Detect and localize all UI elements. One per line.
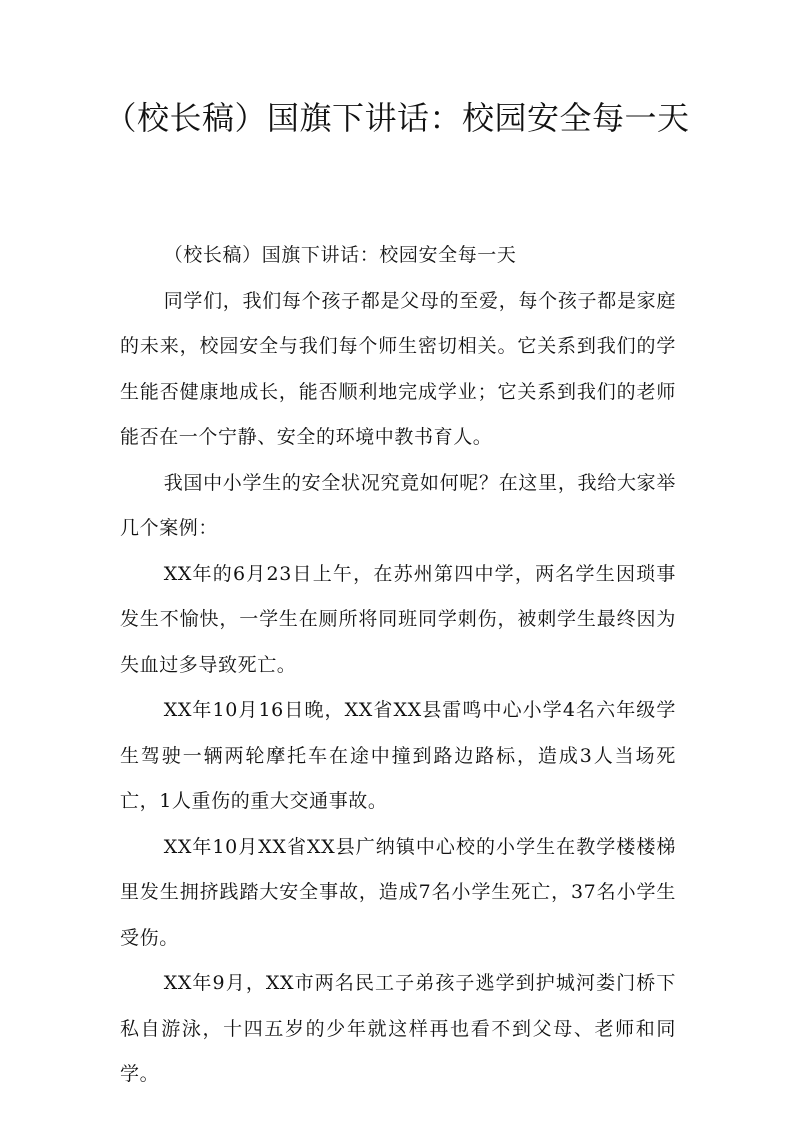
paragraph-case-traffic: XX年10月16日晚，XX省XX县雷鸣中心小学4名六年级学生驾驶一辆两轮摩托车在途中撞到路边路标，造成3人当场死亡，1人重伤的重大交通事故。 xyxy=(120,699,676,812)
paragraph-question: 我国中小学生的安全状况究竟如何呢？在这里，我给大家举几个案例： xyxy=(120,471,676,539)
paragraph-subtitle: （校长稿）国旗下讲话：校园安全每一天 xyxy=(163,244,517,266)
paragraph-case-swimming: XX年9月，XX市两名民工子弟孩子逃学到护城河娄门桥下私自游泳，十四五岁的少年就这样再也看不到父母、老师和同学。 xyxy=(120,972,676,1085)
document-title: （校长稿）国旗下讲话：校园安全每一天 xyxy=(104,99,690,137)
paragraph-case-suzhou: XX年的6月23日上午，在苏州第四中学，两名学生因琐事发生不愉快，一学生在厕所将同班同学刺伤，被刺学生最终因为失血过多导致死亡。 xyxy=(120,562,676,676)
paragraph-introduction: 同学们，我们每个孩子都是父母的至爱，每个孩子都是家庭的未来，校园安全与我们每个师生密切相关。它关系到我们的学生能否健康地成长，能否顺利地完成学业；它关系到我们的老师能否在一个宁静、安全的环境中教书育人。 xyxy=(120,289,676,448)
paragraph-case-stampede: XX年10月XX省XX县广纳镇中心校的小学生在教学楼楼梯里发生拥挤践踏大安全事故，造成7名小学生死亡，37名小学生受伤。 xyxy=(120,835,676,949)
document-body xyxy=(120,233,676,1098)
